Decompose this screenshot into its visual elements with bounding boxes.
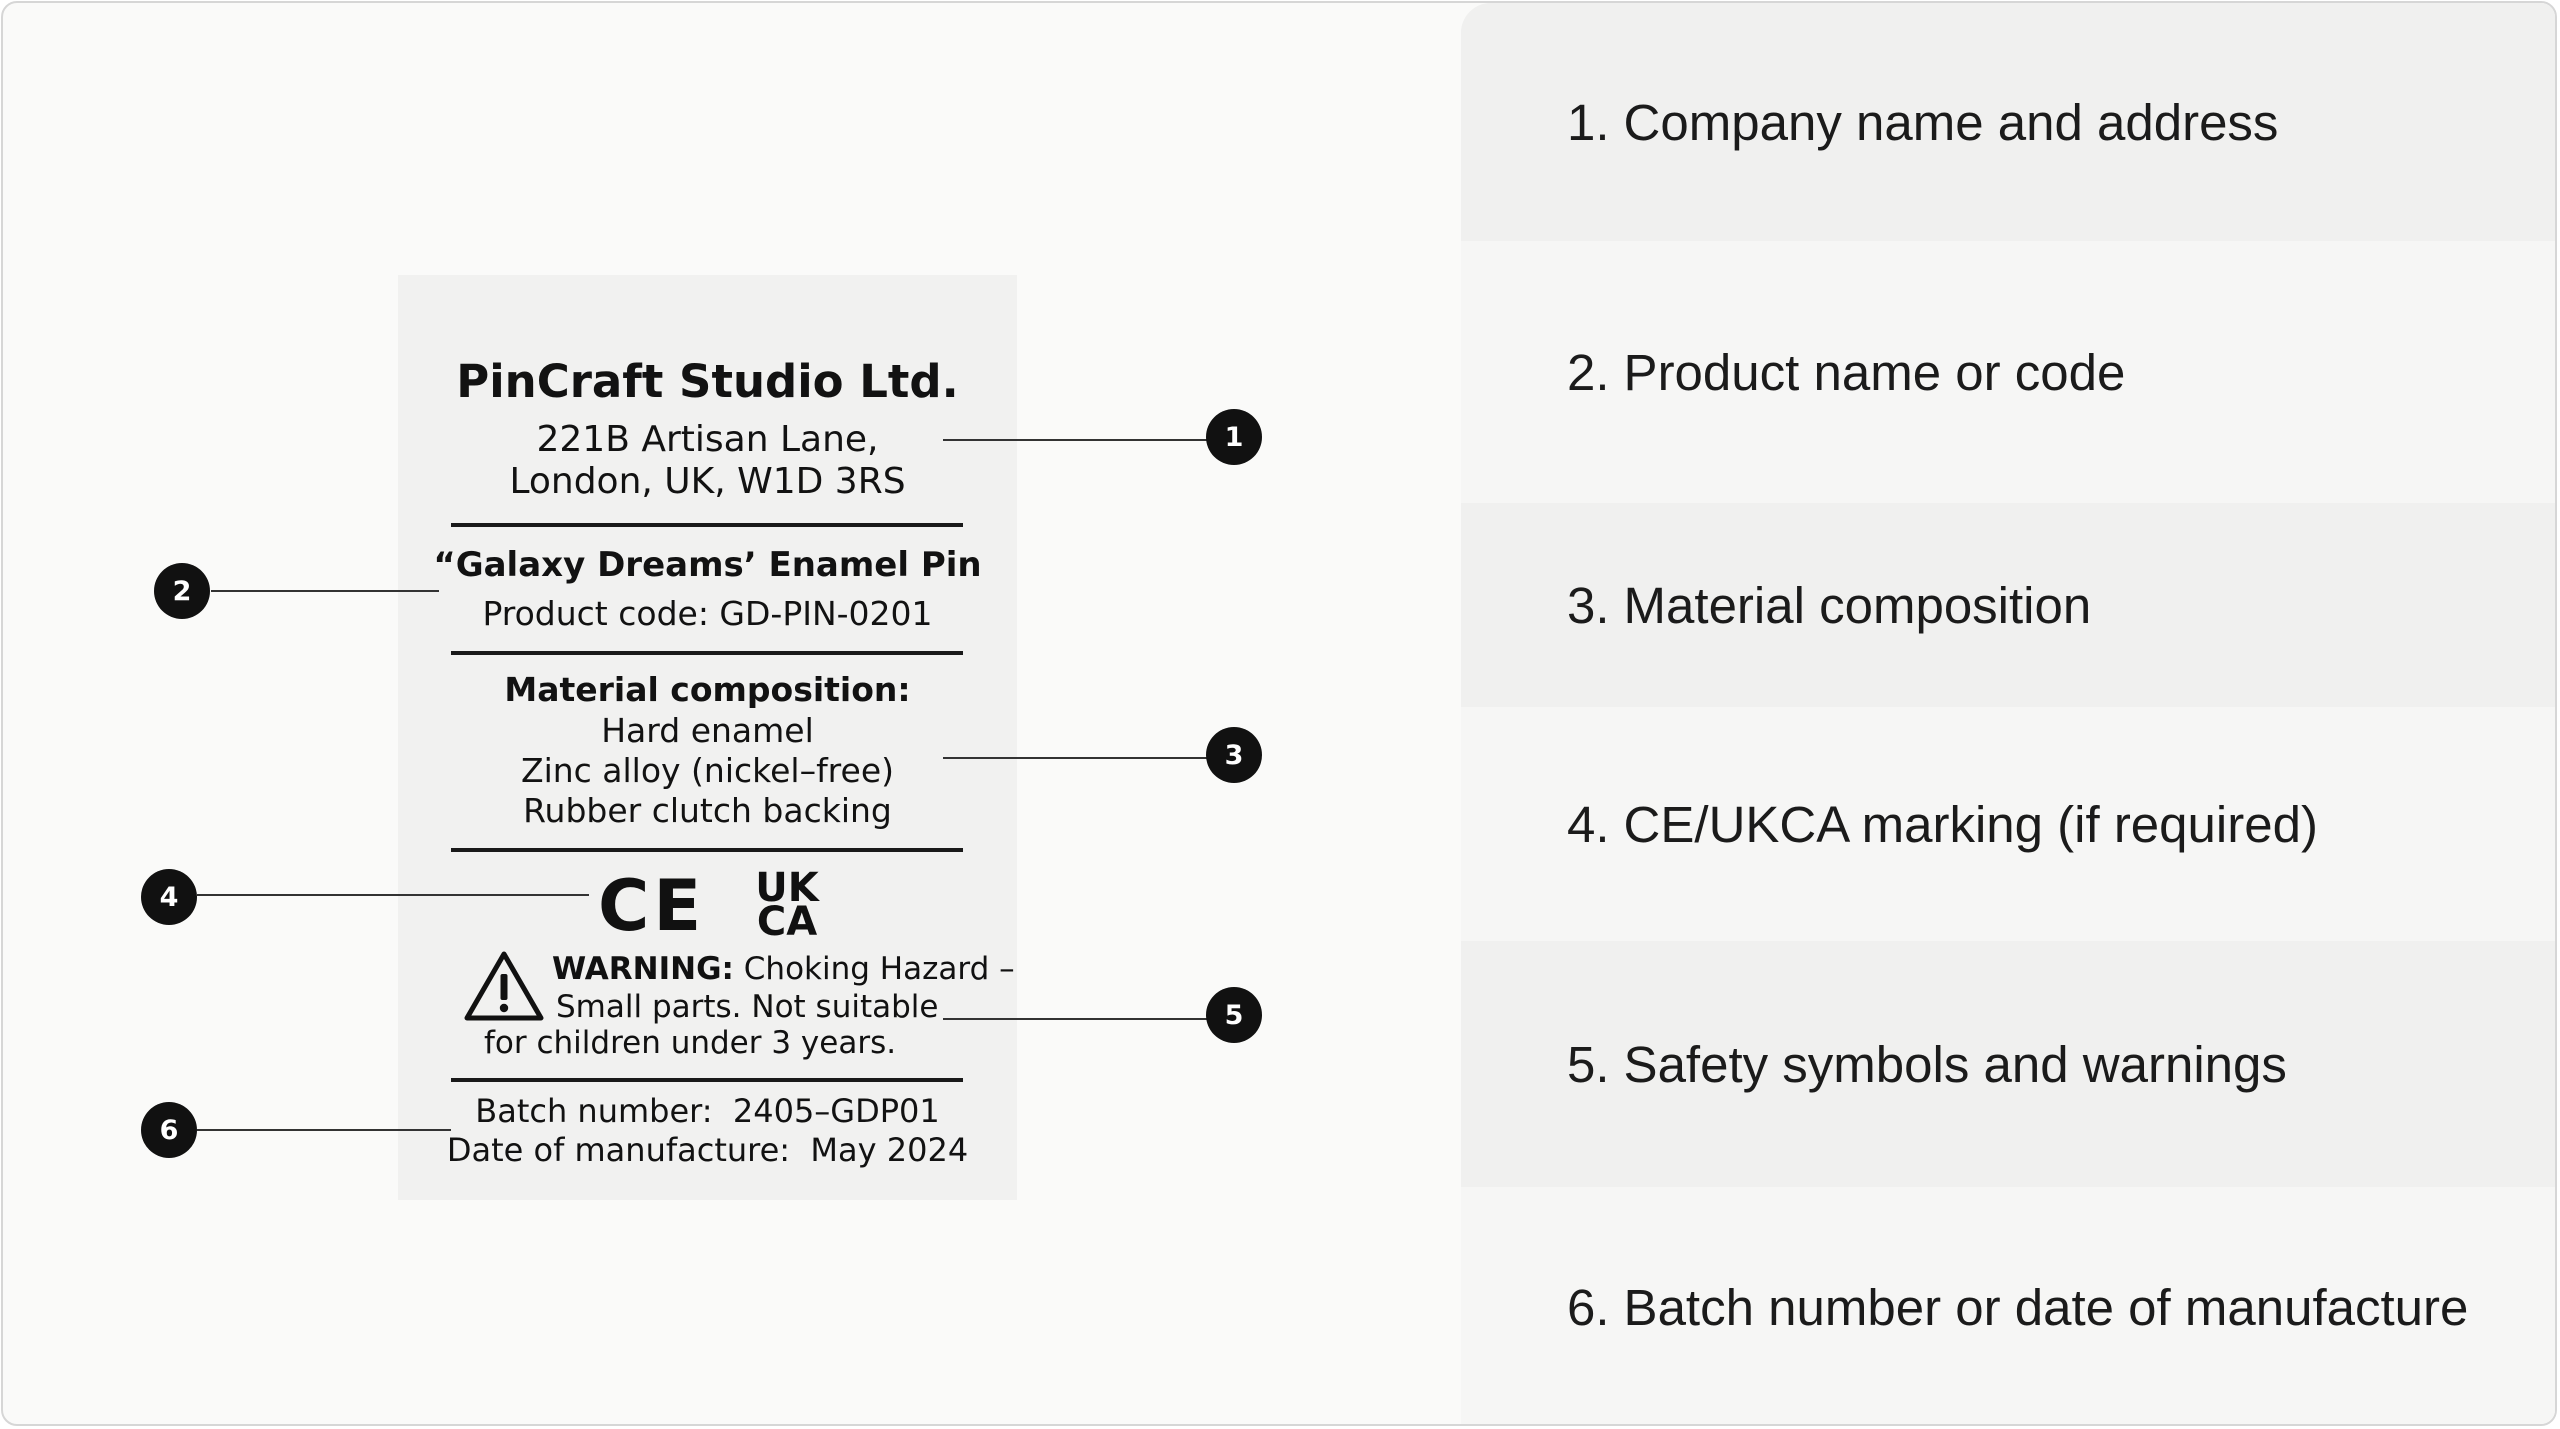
callout-3: 3 [1206,727,1262,783]
ukca-mark-icon [750,865,824,945]
legend-item-2 [1461,241,2557,503]
callout-6: 6 [141,1102,197,1158]
product-label [398,275,1017,1200]
legend-item-3 [1461,503,2557,707]
legend-text: Safety symbols and warnings [1623,1035,2287,1093]
address-line-1: 221B Artisan Lane, [536,419,879,460]
legend-text: CE/UKCA marking (if required) [1623,795,2318,853]
material-heading: Material composition: [504,670,911,709]
warning-line-2: Small parts. Not suitable [556,989,939,1025]
leader-line-4 [197,894,589,896]
legend-item-5 [1461,941,2557,1187]
legend-number: 3. [1567,576,1610,634]
batch-number: Batch number: 2405–GDP01 [475,1092,940,1130]
warning-line-3: for children under 3 years. [484,1025,897,1061]
leader-line-2 [211,590,439,592]
ukca-mark-bottom: CA [756,899,818,945]
leader-line-6 [197,1129,451,1131]
legend-text: Material composition [1623,576,2092,634]
legend-number: 5. [1567,1035,1610,1093]
leader-line-3 [943,757,1233,759]
label-divider [451,1078,963,1082]
product-code: Product code: GD-PIN-0201 [482,594,933,633]
warning-label: WARNING: [552,951,734,987]
label-divider [451,848,963,852]
label-divider [451,523,963,527]
legend-item-1 [1461,3,2557,241]
callout-4: 4 [141,869,197,925]
legend-item-4 [1461,707,2557,941]
callout-5: 5 [1206,987,1262,1043]
company-name: PinCraft Studio Ltd. [456,355,959,408]
warning-triangle-icon [462,949,546,1023]
legend-text: Product name or code [1623,343,2126,401]
callout-2: 2 [154,563,210,619]
material-item: Zinc alloy (nickel–free) [520,751,895,790]
legend-item-6 [1461,1187,2557,1426]
legend-panel [1461,3,2557,1426]
material-item: Rubber clutch backing [523,791,892,830]
leader-line-5 [943,1018,1233,1020]
ukca-mark-top: UK [755,865,819,911]
legend-number: 1. [1567,93,1610,151]
ce-mark-icon: CE [598,865,706,947]
manufacture-date: Date of manufacture: May 2024 [446,1131,969,1169]
callout-1: 1 [1206,409,1262,465]
address-line-2: London, UK, W1D 3RS [509,461,906,502]
leader-line-1 [943,439,1233,441]
diagram-frame [1,1,2557,1426]
legend-text: Batch number or date of manufacture [1623,1279,2469,1336]
legend-text: Company name and address [1623,93,2279,151]
warning-line-1: WARNING: Choking Hazard – [552,951,1015,987]
legend-number: 2. [1567,343,1610,401]
legend-number: 4. [1567,795,1610,853]
product-name: “Galaxy Dreams’ Enamel Pin [433,545,982,585]
label-divider [451,651,963,655]
legend-number: 6. [1567,1279,1610,1336]
material-item: Hard enamel [601,711,814,750]
